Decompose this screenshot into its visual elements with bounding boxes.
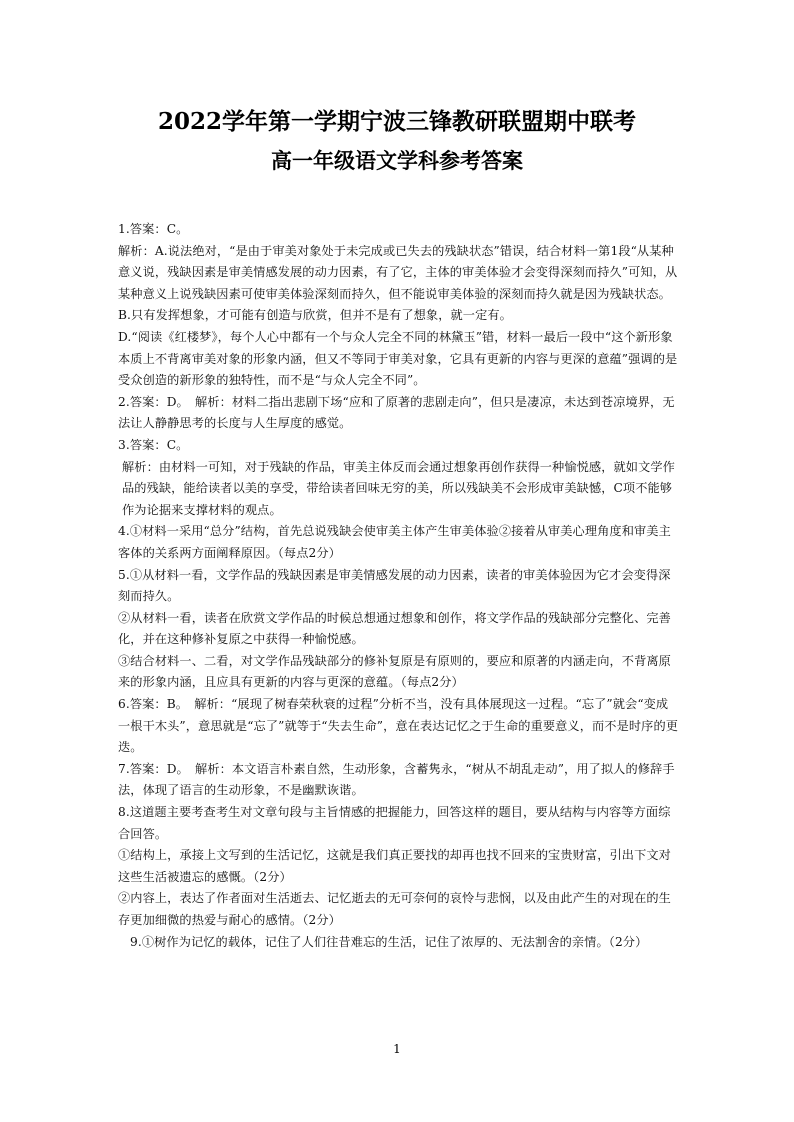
answer-8-intro: 8.这道题主要考查考生对文章句段与主旨情感的把握能力，回答这样的题目，要从结构与内容等方面综合回答。 bbox=[118, 805, 671, 841]
document-title: 2022学年第一学期宁波三锋教研联盟期中联考 bbox=[157, 108, 636, 135]
answer-body bbox=[118, 219, 680, 953]
document-subtitle: 高一年级语文学科参考答案 bbox=[271, 148, 523, 173]
answer-8-point-2: ②内容上，表达了作者面对生活逝去、记忆逝去的无可奈何的哀怜与悲悯，以及由此产生的对现在的生存更加细微的热爱与耐心的感情。（2分） bbox=[118, 891, 671, 927]
answer-8-point-1: ①结构上，承接上文写到的生活记忆，这就是我们真正要找的却再也找不回来的宝贵财富，引出下文对这些生活被遗忘的感慨。（2分） bbox=[118, 848, 671, 884]
page-number: 1 bbox=[393, 1042, 401, 1056]
answer-1: 1.答案：C。 bbox=[118, 222, 189, 236]
answer-6: 6.答案：B。 解析：“展现了树春荣秋衰的过程”分析不当，没有具体展现这一过程。“忘了”就会“变成一根干木头”，意思就是“忘了”就等于“失去生命”，意在表达记忆之于生命的重要意义，而不是时序的更迭。 bbox=[118, 697, 679, 755]
analysis-1-d: D.“阅读《红楼梦》，每个人心中都有一个与众人完全不同的林黛玉”错，材料一最后一段中“这个新形象本质上不背离审美对象的形象内涵，但又不等同于审美对象，它具有更新的内容与更深的意蕴”强调的是受众创造的新形象的独特性，而不是“与众人完全不同”。 bbox=[118, 329, 678, 388]
answer-3: 3.答案：C。 bbox=[118, 437, 189, 452]
answer-4: 4.①材料一采用“总分”结构，首先总说残缺会使审美主体产生审美体验②接着从审美心理角度和审美主客体的关系两方面阐释原因。（每点2分） bbox=[118, 524, 671, 560]
analysis-3: 解析：由材料一可知，对于残缺的作品，审美主体反而会通过想象再创作获得一种愉悦感，就如文学作品的残缺，能给读者以美的享受，带给读者回味无穷的美，所以残缺美不会形成审美缺憾，C项不能够作为论据来支撑材料的观点。 bbox=[122, 459, 675, 517]
answer-5-point-2: ②从材料一看，读者在欣赏文学作品的时候总想通过想象和创作，将文学作品的残缺部分完整化、完善化，并在这种修补复原之中获得一种愉悦感。 bbox=[118, 610, 671, 647]
answer-9-point-1: 9.①树作为记忆的载体，记住了人们往昔难忘的生活，记住了浓厚的、无法割舍的亲情。（2分） bbox=[130, 934, 648, 949]
analysis-1: 解析：A.说法绝对，“是由于审美对象处于未完成或已失去的残缺状态”错误，结合材料一第1段“从某种意义说，残缺因素是审美情感发展的动力因素，有了它，主体的审美体验才会变得深刻而持久”可知，从某种意义上说残缺因素可使审美体验深刻而持久，但不能说审美体验的深刻而持久就是因为残缺状态。 bbox=[118, 243, 678, 301]
answer-2: 2.答案：D。 解析：材料二指出悲剧下场“应和了原著的悲剧走向”，但只是凄凉，未达到苍凉境界，无法让人静静思考的长度与人生厚度的感觉。 bbox=[118, 394, 675, 431]
answer-7: 7.答案：D。 解析：本文语言朴素自然，生动形象，含蓄隽永，“树从不胡乱走动”，用了拟人的修辞手法，体现了语言的生动形象，不是幽默诙谐。 bbox=[118, 761, 675, 798]
analysis-1-b: B.只有发挥想象，才可能有创造与欣赏，但并不是有了想象，就一定有。 bbox=[118, 308, 512, 323]
answer-5-point-1: 5.①从材料一看，文学作品的残缺因素是审美情感发展的动力因素，读者的审美体验因为它才会变得深刻而持久。 bbox=[118, 567, 671, 604]
answer-5-point-3: ③结合材料一、二看，对文学作品残缺部分的修补复原是有原则的，要应和原著的内涵走向，不背离原来的形象内涵，且应具有更新的内容与更深的意蕴。（每点2分） bbox=[118, 653, 671, 690]
